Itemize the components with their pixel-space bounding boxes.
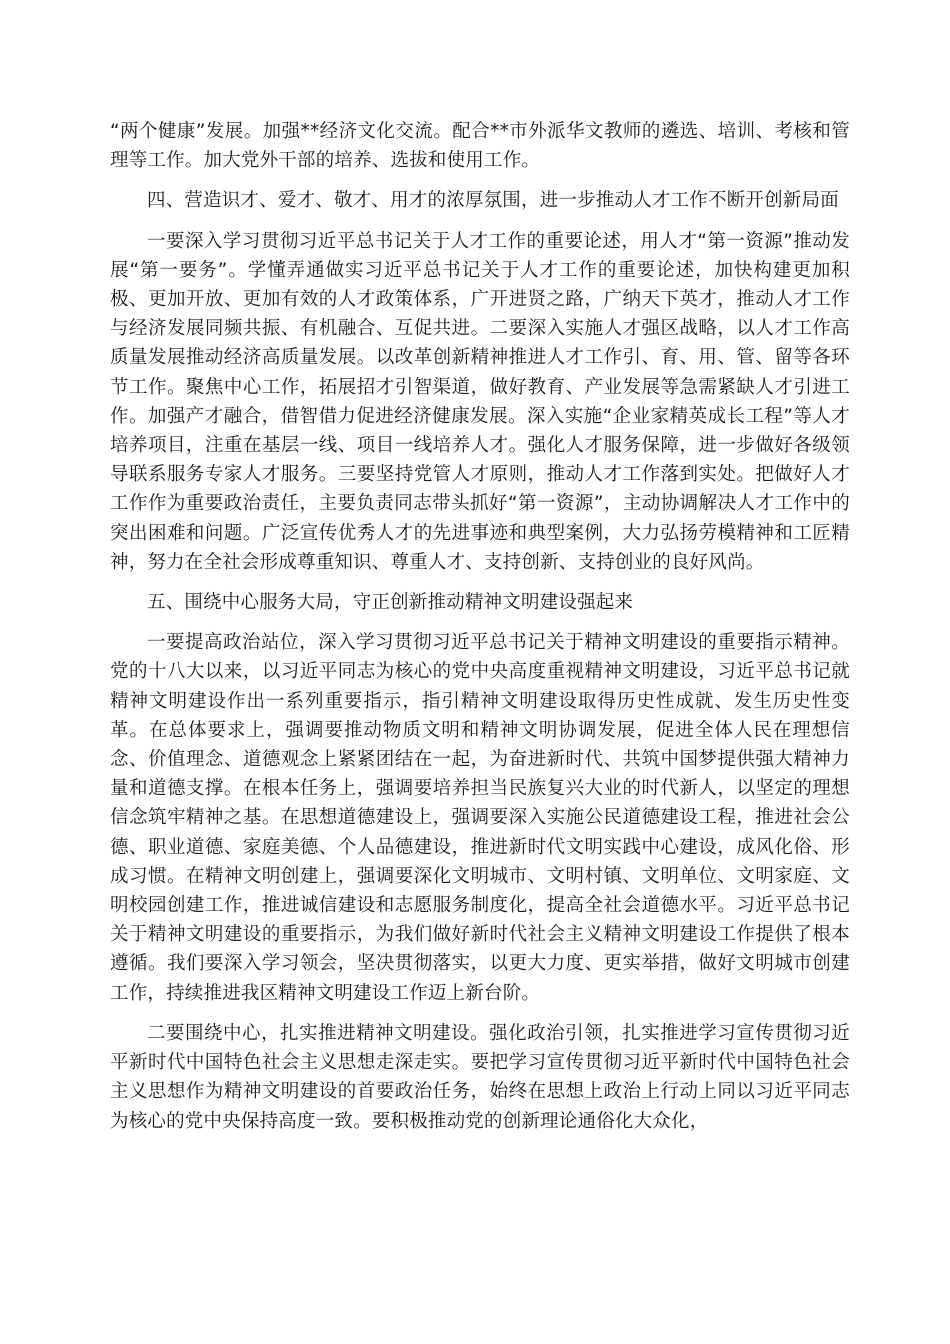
paragraph-political-stance: 一要提高政治站位，深入学习贯彻习近平总书记关于精神文明建设的重要指示精神。党的十八大以来，以习近平同志为核心的党中央高度重视精神文明建设，习近平总书记就精神文明建设作出一系列重要指示，指引精神文明建设取得历史性成就、发生历史性变革。在总体要求上，强调要推动物质文明和精神文明协调发展，促进全体人民在理想信念、价值理念、道德观念上紧紧团结在一起，为奋进新时代、共筑中国梦提供强大精神力量和道德支撑。在根本任务上，强调要培养担当民族复兴大业的时代新人，以坚定的理想信念筑牢精神之基。在思想道德建设上，强调要深入实施公民道德建设工程，推进社会公德、职业道德、家庭美德、个人品德建设，推进新时代文明实践中心建设，成风化俗、形成习惯。在精神文明创建上，强调要深化文明城市、文明村镇、文明单位、文明家庭、文明校园创建工作，推进诚信建设和志愿服务制度化，提高全社会道德水平。习近平总书记关于精神文明建设的重要指示，为我们做好新时代社会主义精神文明建设工作提供了根本遵循。我们要深入学习领会，坚决贯彻落实，以更大力度、更实举措，做好文明城市创建工作，持续推进我区精神文明建设工作迈上新台阶。 [110,632,850,1004]
section-heading-five: 五、围绕中心服务大局，守正创新推动精神文明建设强起来 [147,592,634,614]
paragraph-continuation: “两个健康”发展。加强**经济文化交流。配合**市外派华文教师的遴选、培训、考核和管理等工作。加大党外干部的培养、选拔和使用工作。 [110,121,850,172]
paragraph-talent-work: 一要深入学习贯彻习近平总书记关于人才工作的重要论述，用人才“第一资源”推动发展“第一要务”。学懂弄通做实习近平总书记关于人才工作的重要论述，加快构建更加积极、更加开放、更加有效的人才政策体系，广开进贤之路，广纳天下英才，推动人才工作与经济发展同频共振、有机融合、互促共进。二要深入实施人才强区战略，以人才工作高质量发展推动经济高质量发展。以改革创新精神推进人才工作引、育、用、管、留等各环节工作。聚焦中心工作，拓展招才引智渠道，做好教育、产业发展等急需紧缺人才引进工作。加强产才融合，借智借力促进经济健康发展。深入实施“企业家精英成长工程”等人才培养项目，注重在基层一线、项目一线培养人才。强化人才服务保障，进一步做好各级领导联系服务专家人才服务。三要坚持党管人才原则，推动人才工作落到实处。把做好人才工作作为重要政治责任，主要负责同志带头抓好“第一资源”，主动协调解决人才工作中的突出困难和问题。广泛宣传优秀人才的先进事迹和典型案例，大力弘扬劳模精神和工匠精神，努力在全社会形成尊重知识、尊重人才、支持创新、支持创业的良好风尚。 [110,230,850,573]
section-heading-four: 四、营造识才、爱才、敬才、用才的浓厚氛围，进一步推动人才工作不断开创新局面 [147,190,839,212]
document-body [110,117,850,1147]
paragraph-center-work: 二要围绕中心，扎实推进精神文明建设。强化政治引领，扎实推进学习宣传贯彻习近平新时代中国特色社会主义思想走深走实。要把学习宣传贯彻习近平新时代中国特色社会主义思想作为精神文明建设的首要政治任务，始终在思想上政治上行动上同以习近平同志为核心的党中央保持高度一致。要积极推动党的创新理论通俗化大众化， [110,1022,850,1132]
